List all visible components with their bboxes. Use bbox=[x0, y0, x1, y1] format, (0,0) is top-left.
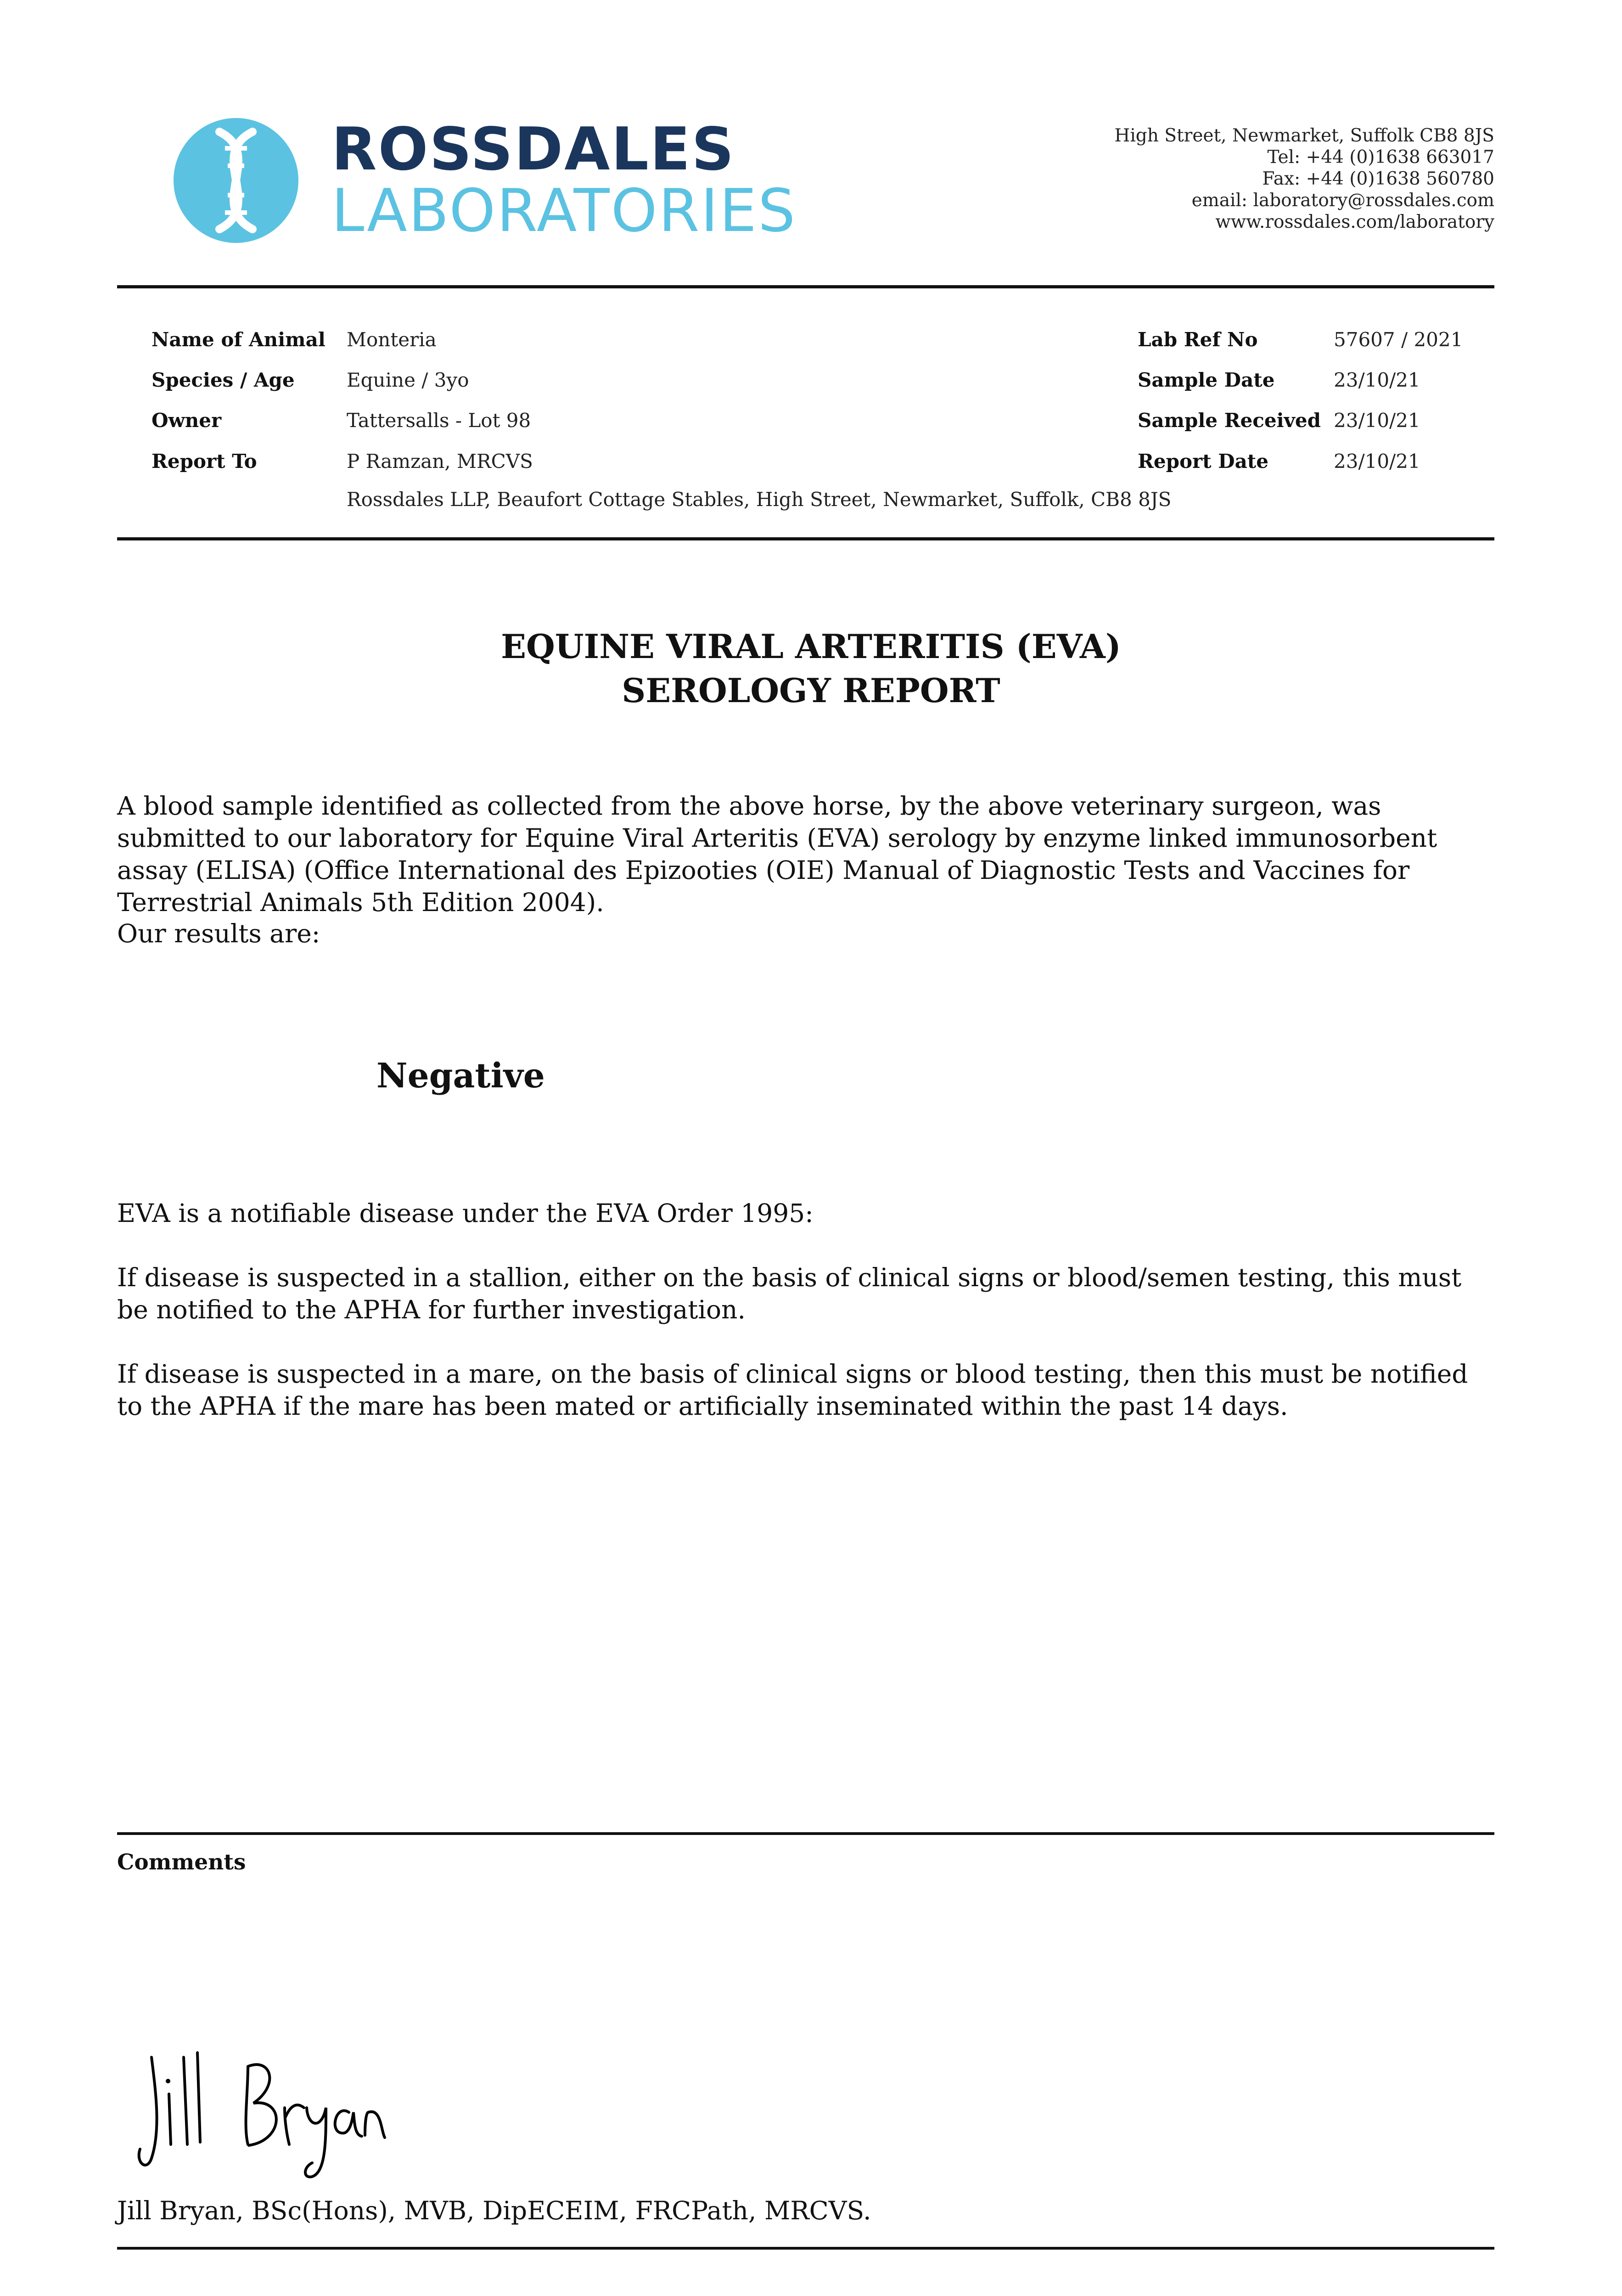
value-report-date: 23/10/21 bbox=[1334, 450, 1420, 473]
value-sample-received: 23/10/21 bbox=[1334, 409, 1420, 432]
brand-subtitle: LABORATORIES bbox=[331, 177, 797, 245]
handwritten-signature bbox=[133, 2039, 390, 2190]
address-tel: Tel: +44 (0)1638 663017 bbox=[1267, 147, 1494, 168]
lab-address bbox=[1114, 125, 1494, 233]
label-sample-received: Sample Received bbox=[1138, 409, 1321, 432]
label-report-date: Report Date bbox=[1138, 450, 1268, 473]
value-name-of-animal: Monteria bbox=[347, 328, 437, 351]
report-title bbox=[0, 625, 1622, 713]
logo-emblem bbox=[174, 118, 298, 243]
address-website: www.rossdales.com/laboratory bbox=[1215, 212, 1494, 232]
label-lab-ref-no: Lab Ref No bbox=[1138, 328, 1258, 351]
dna-helix-icon bbox=[174, 118, 298, 243]
value-report-to: P Ramzan, MRCVS bbox=[347, 450, 533, 473]
comments-divider bbox=[117, 1832, 1494, 1835]
label-sample-date: Sample Date bbox=[1138, 369, 1275, 391]
report-title-line1: EQUINE VIRAL ARTERITIS (EVA) bbox=[501, 627, 1121, 666]
brand-name: ROSSDALES bbox=[331, 115, 735, 184]
intro-paragraph: A blood sample identified as collected from the above horse, by the above veterinary surgeon, was submitted to our laboratory for Equine Viral Arteritis (EVA) serology by enzyme linked immunosorbent assay (ELISA) (Office International des Epizooties (OIE) Manual of Diagnostic Tests and Vaccines for Terrestrial Animals 5th Edition 2004). bbox=[117, 791, 1437, 917]
details-divider bbox=[117, 537, 1494, 540]
signer-name: Jill Bryan, BSc(Hons), MVB, DipECEIM, FRCPath, MRCVS. bbox=[117, 2196, 871, 2225]
value-species-age: Equine / 3yo bbox=[347, 369, 469, 391]
stallion-note: If disease is suspected in a stallion, either on the basis of clinical signs or blood/semen testing, this must be notified to the APHA for further investigation. bbox=[117, 1263, 1462, 1324]
notifiable-statement: EVA is a notifiable disease under the EVA Order 1995: bbox=[117, 1199, 814, 1228]
header-divider bbox=[117, 285, 1494, 288]
mare-note: If disease is suspected in a mare, on the basis of clinical signs or blood testing, then this must be notified to the APHA if the mare has been mated or artificially inseminated within the past 14 days. bbox=[117, 1359, 1468, 1421]
address-email: email: laboratory@rossdales.com bbox=[1191, 190, 1494, 211]
comments-label: Comments bbox=[117, 1850, 246, 1875]
value-lab-ref-no: 57607 / 2021 bbox=[1334, 328, 1463, 351]
footer-divider bbox=[117, 2247, 1494, 2250]
label-name-of-animal: Name of Animal bbox=[152, 328, 326, 351]
results-intro: Our results are: bbox=[117, 919, 320, 948]
value-sample-date: 23/10/21 bbox=[1334, 369, 1420, 391]
label-species-age: Species / Age bbox=[152, 369, 295, 391]
address-street: High Street, Newmarket, Suffolk CB8 8JS bbox=[1114, 125, 1494, 146]
value-report-to-address: Rossdales LLP, Beaufort Cottage Stables, High Street, Newmarket, Suffolk, CB8 8JS bbox=[347, 488, 1172, 511]
report-title-line2: SEROLOGY REPORT bbox=[622, 671, 1000, 710]
value-owner: Tattersalls - Lot 98 bbox=[347, 409, 531, 432]
address-fax: Fax: +44 (0)1638 560780 bbox=[1262, 169, 1494, 189]
label-owner: Owner bbox=[152, 409, 222, 432]
label-report-to: Report To bbox=[152, 450, 257, 473]
result-value: Negative bbox=[376, 1056, 545, 1096]
